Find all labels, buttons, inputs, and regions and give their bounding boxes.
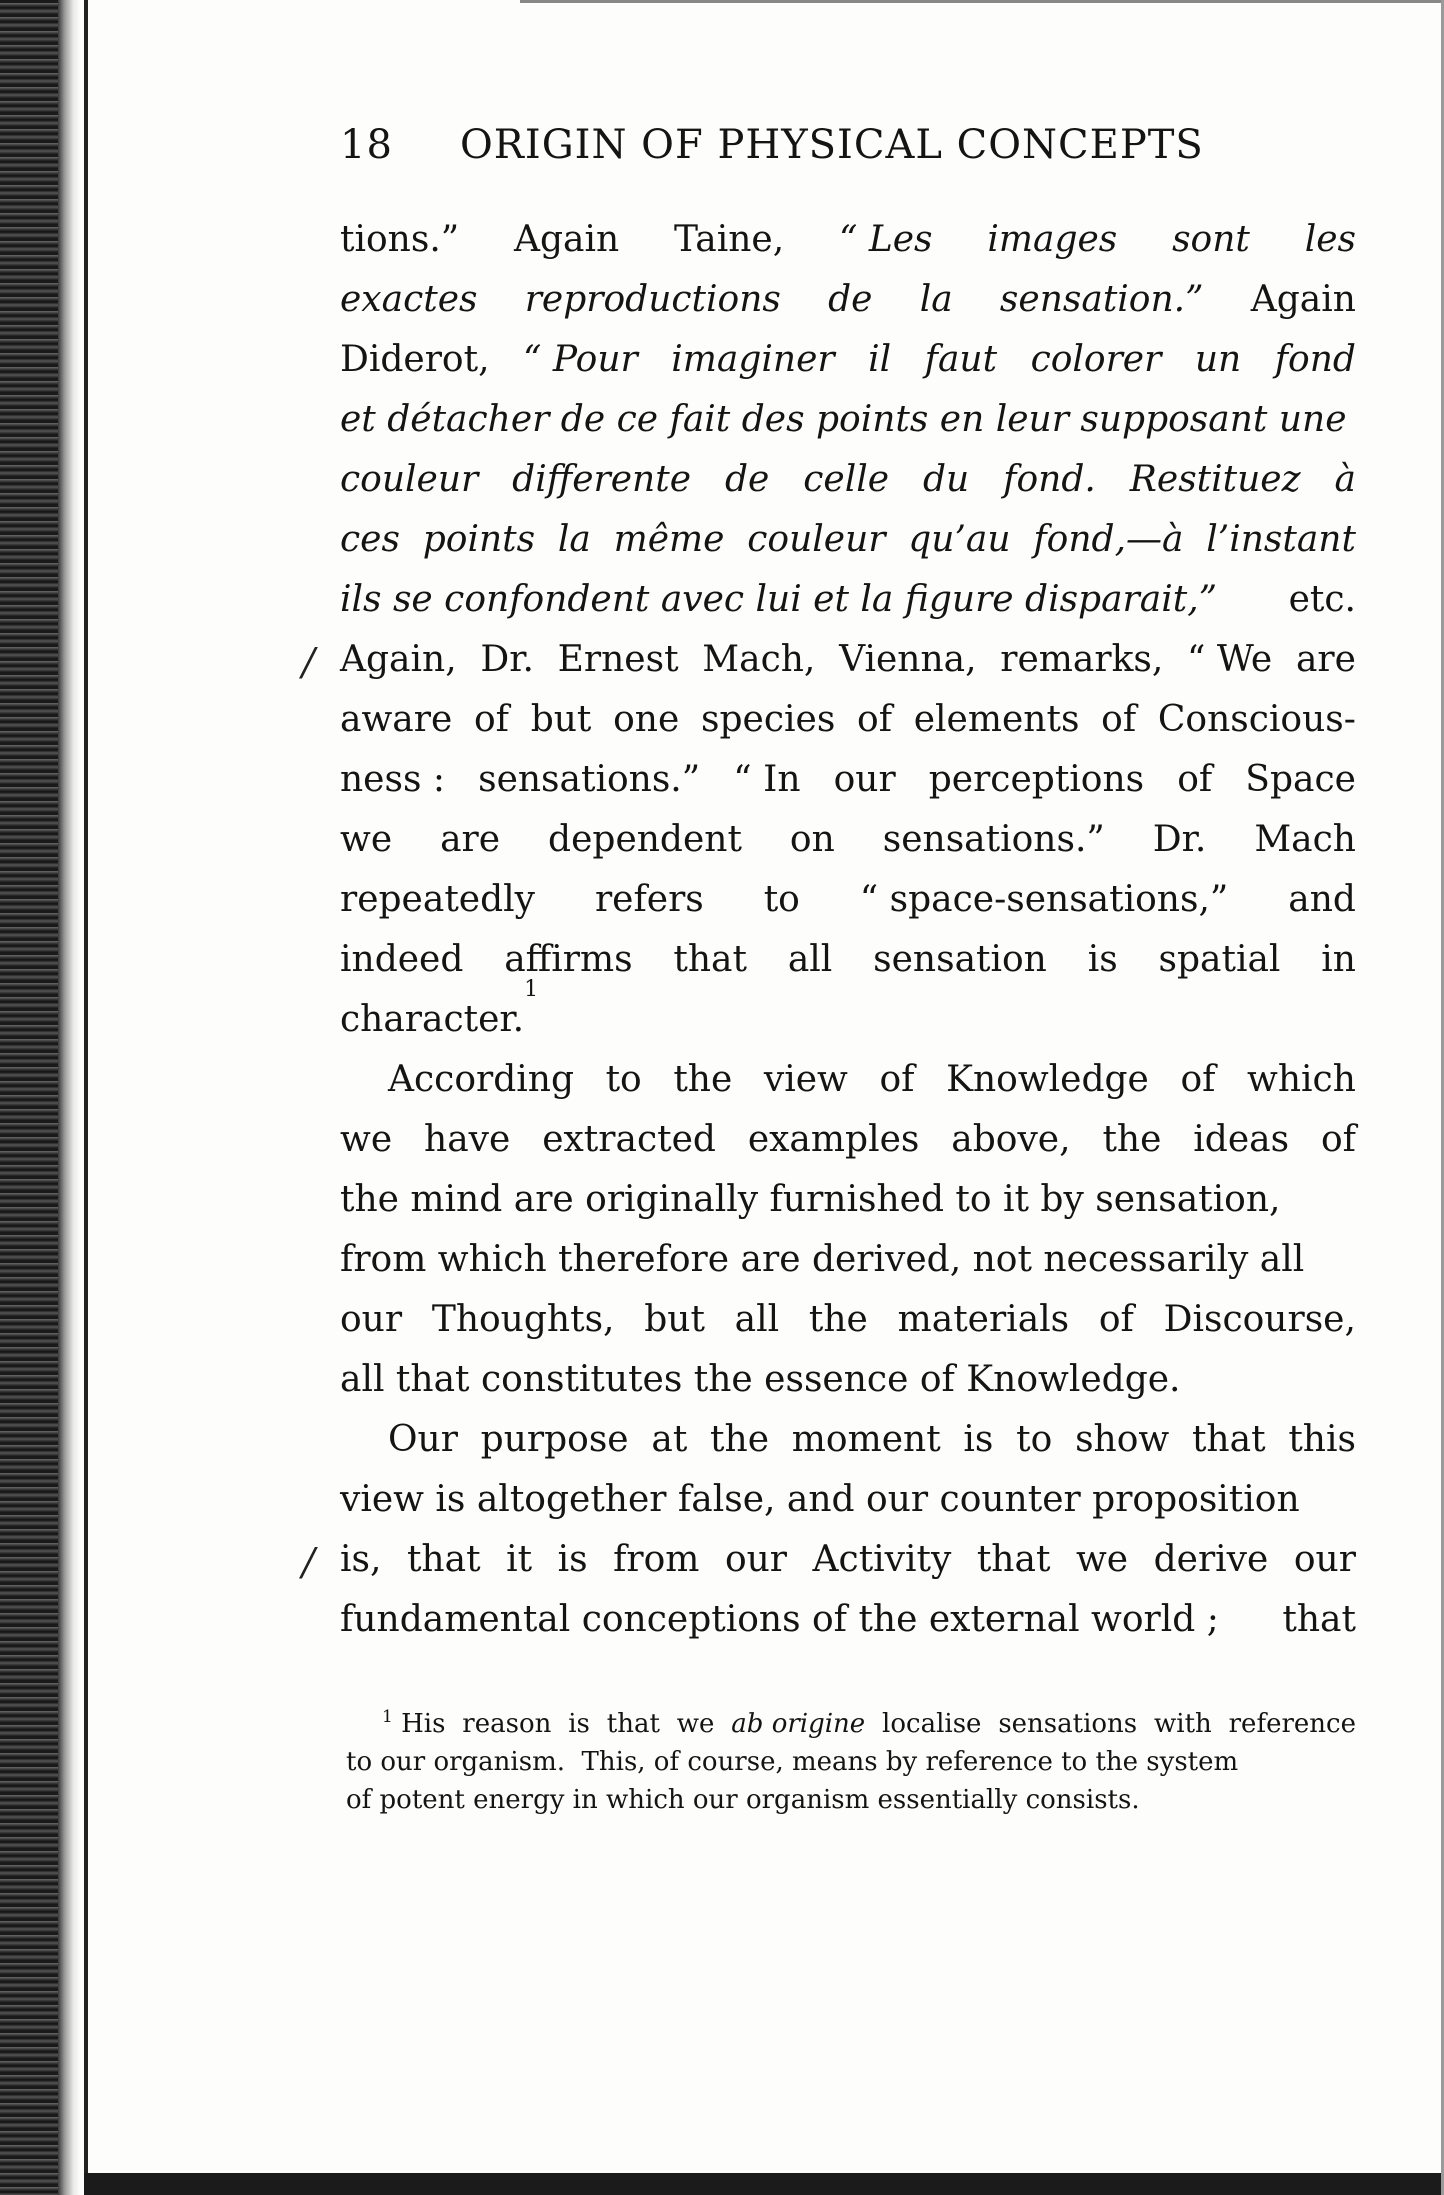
line-text: view is altogether false, and our counter proposition: [340, 1479, 1300, 1520]
word: of: [1098, 1299, 1134, 1340]
word: Knowledge: [946, 1059, 1149, 1100]
word: Again,: [340, 639, 457, 680]
word: imaginer: [671, 339, 835, 380]
word: but: [644, 1299, 705, 1340]
footnote-ref: 1: [524, 977, 539, 1002]
word: is: [1087, 939, 1118, 980]
word: According: [388, 1059, 574, 1100]
text-line: [340, 810, 1356, 870]
text-line: [340, 1170, 1356, 1230]
word: view: [763, 1059, 848, 1100]
running-title: ORIGIN OF PHYSICAL CONCEPTS: [460, 122, 1204, 168]
word: Activity: [812, 1539, 952, 1580]
word: “ In: [733, 759, 801, 800]
line-text: fundamental conceptions of the external world ;: [340, 1599, 1219, 1640]
word: Dr.: [1152, 819, 1207, 860]
margin-pencil-mark: /: [302, 1540, 315, 1584]
word: repeatedly: [340, 879, 535, 920]
word: but: [530, 699, 592, 740]
text-line: [340, 1590, 1356, 1650]
text-line: [340, 510, 1356, 570]
word: ideas: [1193, 1119, 1290, 1160]
word: of: [879, 1059, 915, 1100]
word: points: [422, 519, 536, 560]
word: and: [1288, 879, 1356, 920]
line-text: of potent energy in which our organism essentially consists.: [346, 1785, 1140, 1815]
word: to: [763, 879, 800, 920]
text-line: [340, 450, 1356, 510]
word: have: [424, 1119, 511, 1160]
word: extracted: [542, 1119, 716, 1160]
word: Dr.: [480, 639, 534, 680]
word: il: [868, 339, 892, 380]
word: “ Les: [838, 219, 933, 260]
line-text: to our organism. This, of course, means by reference to the system: [346, 1747, 1239, 1777]
word: is: [568, 1709, 590, 1739]
footnote-line: [346, 1743, 1356, 1781]
text-line: [340, 930, 1356, 990]
word: sensation: [873, 939, 1047, 980]
word: our: [340, 1299, 403, 1340]
word: indeed: [340, 939, 464, 980]
word: les: [1304, 219, 1356, 260]
word: fond: [1274, 339, 1356, 380]
word: of: [1177, 759, 1213, 800]
word: un: [1194, 339, 1242, 380]
word: character.: [340, 999, 525, 1040]
bottom-page-edge: [84, 2173, 1444, 2195]
text-line: [340, 690, 1356, 750]
text-line: [340, 270, 1356, 330]
word: “ We: [1187, 639, 1273, 680]
word: species: [701, 699, 836, 740]
word: Conscious-: [1157, 699, 1356, 740]
word: couleur: [747, 519, 886, 560]
word: one: [613, 699, 680, 740]
word: we: [1075, 1539, 1129, 1580]
word: with: [1154, 1709, 1212, 1739]
word: sont: [1172, 219, 1250, 260]
word: that: [606, 1709, 660, 1739]
word: ab origine: [731, 1709, 866, 1739]
word: reason: [462, 1709, 552, 1739]
word: the: [1102, 1119, 1162, 1160]
word: l’instant: [1206, 519, 1356, 560]
line-text: et détacher de ce fait des points en leur supposant une: [340, 399, 1347, 440]
word: is,: [340, 1539, 382, 1580]
word: la: [557, 519, 591, 560]
word: fond,—à: [1033, 519, 1184, 560]
text-line: [340, 750, 1356, 810]
word: above,: [951, 1119, 1071, 1160]
text-line: [340, 390, 1356, 450]
word: affirms: [504, 939, 633, 980]
word: of: [473, 699, 509, 740]
word: His: [401, 1709, 446, 1739]
word: aware: [340, 699, 453, 740]
word: sensation.”: [999, 279, 1204, 320]
word: colorer: [1030, 339, 1162, 380]
word: in: [1321, 939, 1356, 980]
word: sensations: [998, 1709, 1138, 1739]
text-line: [302, 1530, 1356, 1590]
word: is: [557, 1539, 588, 1580]
text-line: [340, 330, 1356, 390]
word: we: [340, 819, 393, 860]
word: Again: [1250, 279, 1356, 320]
footnote: [346, 1705, 1356, 1819]
word: to: [605, 1059, 642, 1100]
word: that: [1191, 1419, 1266, 1460]
word: localise: [882, 1709, 982, 1739]
word: that: [673, 939, 747, 980]
word: that: [406, 1539, 481, 1580]
word: examples: [747, 1119, 920, 1160]
footnote-line: [346, 1781, 1356, 1819]
running-head: [340, 122, 1360, 168]
word: reproductions: [524, 279, 781, 320]
word: perceptions: [928, 759, 1145, 800]
word: Mach: [1254, 819, 1356, 860]
word: exactes: [340, 279, 478, 320]
word: ces: [340, 519, 400, 560]
word: Discourse,: [1163, 1299, 1356, 1340]
word: the: [710, 1419, 770, 1460]
word: sensations.”: [882, 819, 1105, 860]
word: Again: [513, 219, 620, 260]
word: Restituez: [1129, 459, 1301, 500]
text-line: [340, 1110, 1356, 1170]
word: elements: [913, 699, 1080, 740]
word: it: [506, 1539, 533, 1580]
word: that: [976, 1539, 1051, 1580]
word: qu’au: [908, 519, 1011, 560]
word: moment: [791, 1419, 941, 1460]
word: on: [789, 819, 835, 860]
footnote-number: 1: [382, 1707, 393, 1727]
word: Thoughts,: [431, 1299, 615, 1340]
word: to: [1016, 1419, 1053, 1460]
word: “ space-sensations,”: [859, 879, 1229, 920]
word: are: [1295, 639, 1356, 680]
text-line: [340, 1230, 1356, 1290]
book-binding: [0, 0, 58, 2195]
word: dependent: [548, 819, 742, 860]
word: at: [651, 1419, 688, 1460]
line-text: the mind are originally furnished to it by sensation,: [340, 1179, 1281, 1220]
word: the: [673, 1059, 733, 1100]
word: ness :: [340, 759, 446, 800]
line-text: all that constitutes the essence of Knowledge.: [340, 1359, 1181, 1400]
word: Ernest: [557, 639, 679, 680]
text-line: [340, 1290, 1356, 1350]
word: derive: [1153, 1539, 1269, 1580]
word: Space: [1245, 759, 1356, 800]
footnote-line: [346, 1705, 1356, 1743]
text-line: [302, 630, 1356, 690]
word: is: [963, 1419, 994, 1460]
word: are: [440, 819, 501, 860]
word: Taine,: [674, 219, 785, 260]
word: faut: [924, 339, 998, 380]
text-line: [340, 1410, 1356, 1470]
text-line: [340, 1050, 1356, 1110]
word: même: [613, 519, 725, 560]
word: la: [919, 279, 953, 320]
word: celle: [803, 459, 890, 500]
text-line: [340, 1350, 1356, 1410]
word: fond.: [1003, 459, 1096, 500]
word: images: [987, 219, 1118, 260]
word: of: [1321, 1119, 1356, 1160]
text-line: [340, 210, 1356, 270]
word: refers: [594, 879, 704, 920]
word: of: [1180, 1059, 1216, 1100]
word: de: [828, 279, 873, 320]
text-line: [340, 1470, 1356, 1530]
page-number: 18: [340, 122, 393, 168]
word: Vienna,: [839, 639, 977, 680]
word: du: [923, 459, 970, 500]
word: sensations.”: [478, 759, 701, 800]
word: this: [1288, 1419, 1356, 1460]
word: which: [1247, 1059, 1356, 1100]
word: all: [734, 1299, 780, 1340]
word: de: [724, 459, 770, 500]
word: all: [787, 939, 833, 980]
word: à: [1334, 459, 1356, 500]
body-text: [302, 210, 1356, 1650]
word: show: [1075, 1419, 1170, 1460]
word: our: [833, 759, 896, 800]
gutter-shadow: [58, 0, 80, 2195]
text-line: [340, 870, 1356, 930]
word: our: [724, 1539, 788, 1580]
word: “ Pour: [523, 339, 638, 380]
word: Our: [388, 1419, 458, 1460]
line-text: ils se confondent avec lui et la figure disparait,”: [340, 579, 1218, 620]
word: we: [340, 1119, 393, 1160]
text-line: [340, 977, 1356, 1050]
top-page-edge: [520, 0, 1444, 3]
word: the: [808, 1299, 868, 1340]
word: we: [676, 1709, 715, 1739]
word: purpose: [480, 1419, 629, 1460]
word: reference: [1228, 1709, 1356, 1739]
word: of: [1101, 699, 1137, 740]
word: that: [1282, 1599, 1356, 1640]
text-line: [340, 570, 1356, 630]
margin-pencil-mark: /: [302, 640, 315, 684]
line-text: from which therefore are derived, not necessarily all: [340, 1239, 1305, 1280]
word: from: [613, 1539, 700, 1580]
word: tions.”: [340, 219, 460, 260]
word: differente: [512, 459, 692, 500]
word: our: [1293, 1539, 1356, 1580]
word: couleur: [340, 459, 479, 500]
gutter-line: [84, 0, 88, 2175]
word: spatial: [1158, 939, 1281, 980]
word: etc.: [1288, 579, 1356, 620]
word: materials: [897, 1299, 1070, 1340]
word: remarks,: [1000, 639, 1164, 680]
word: of: [857, 699, 893, 740]
word: Diderot,: [340, 339, 490, 380]
word: Mach,: [702, 639, 816, 680]
